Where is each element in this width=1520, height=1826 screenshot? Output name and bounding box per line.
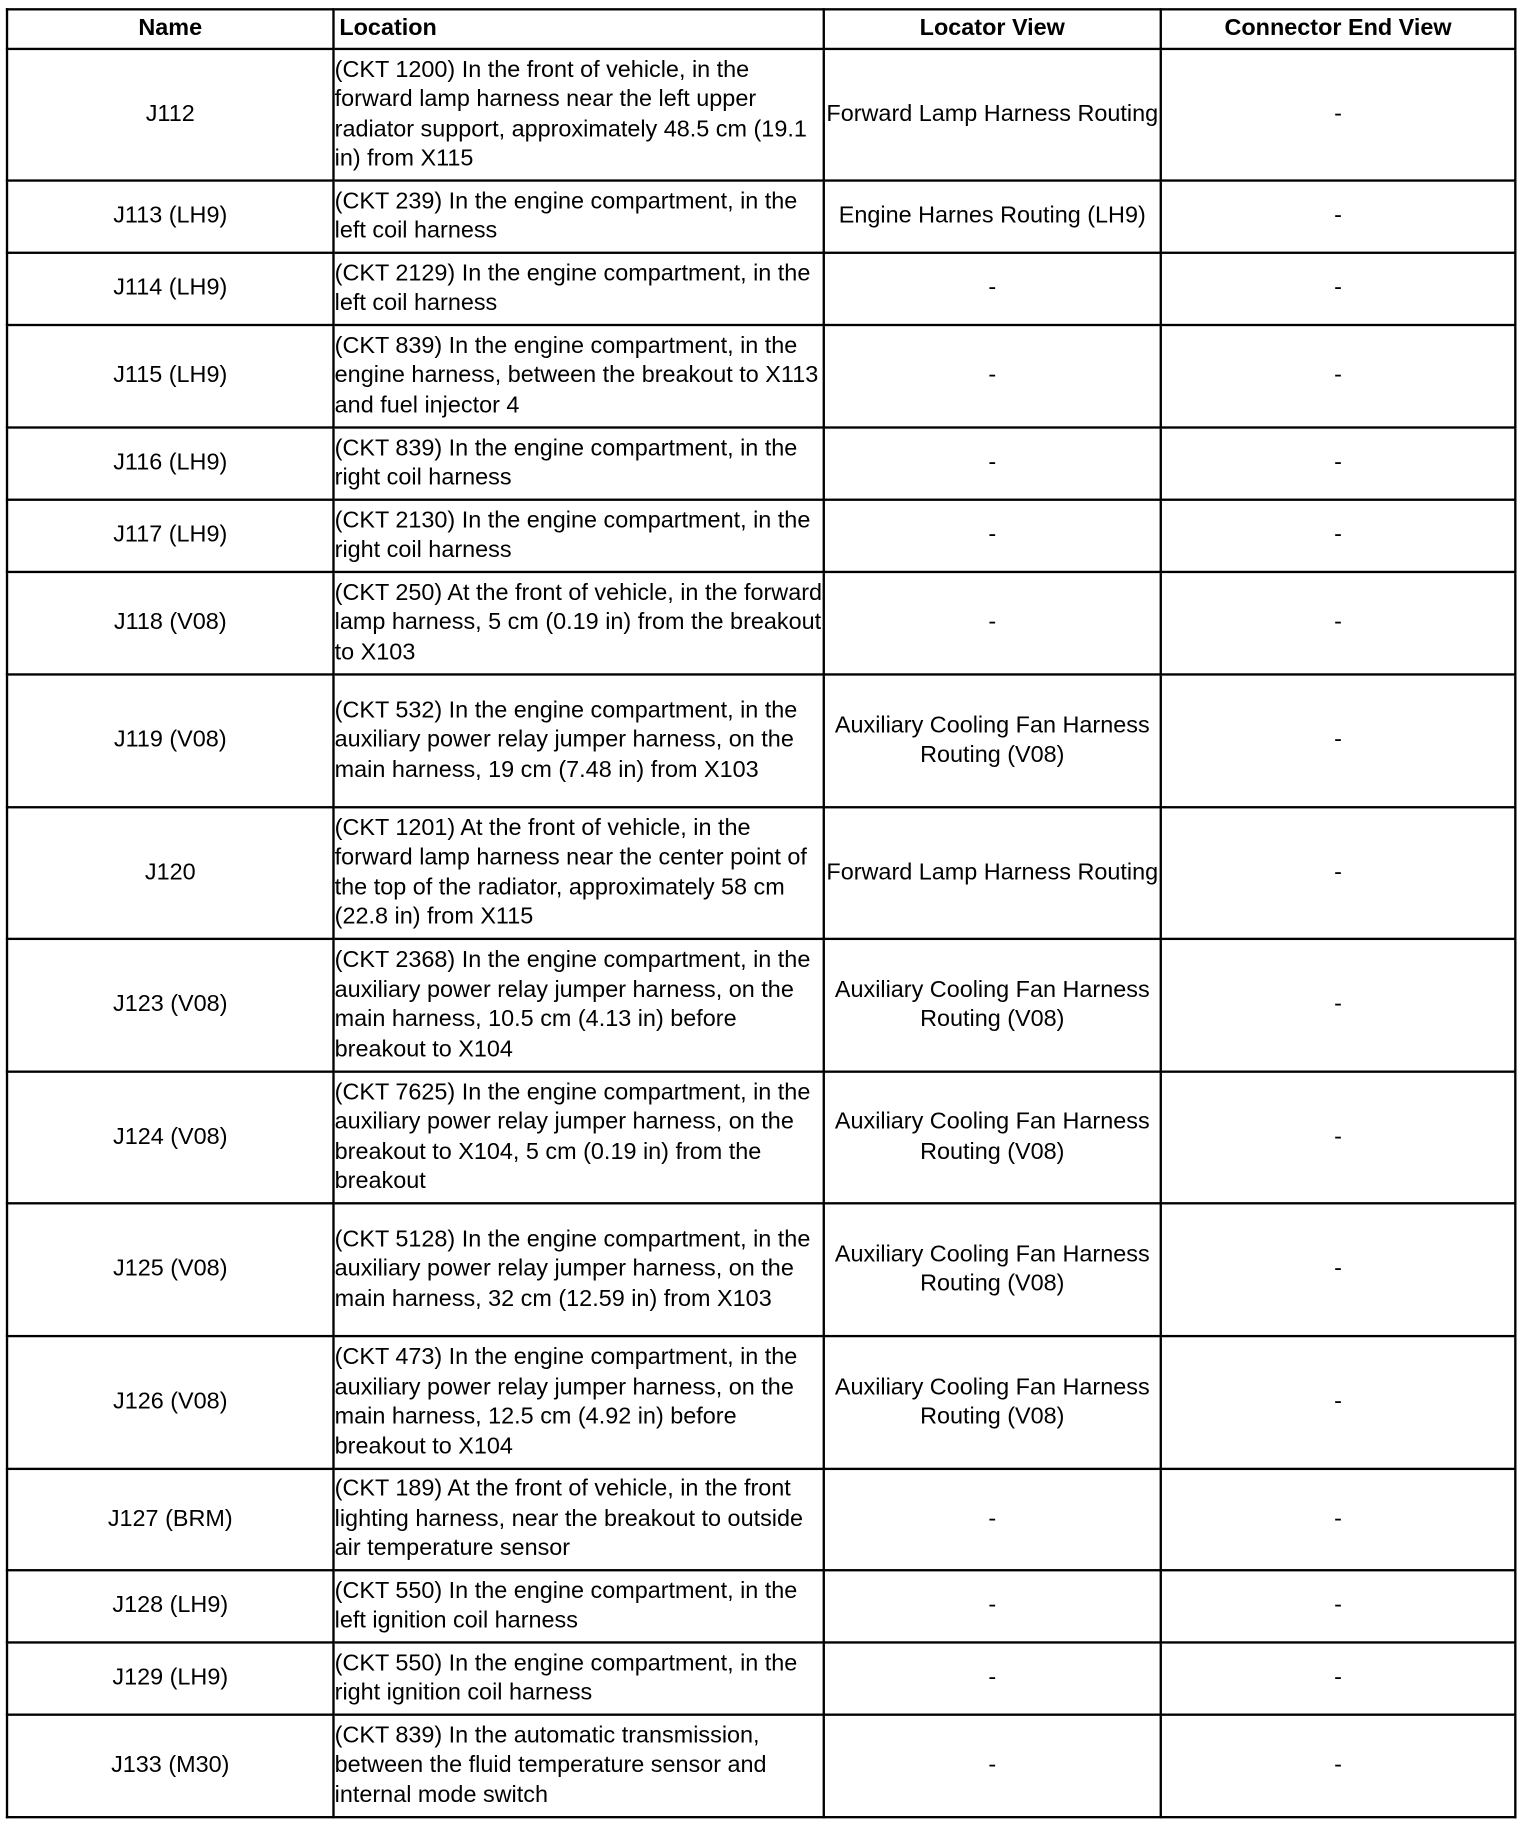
table-row <box>7 428 1515 500</box>
cell-location: (CKT 250) At the front of vehicle, in the forward lamp harness, 5 cm (0.19 in) from the breakout to X103 <box>333 572 823 675</box>
table-row <box>7 1072 1515 1204</box>
cell-name: J113 (LH9) <box>7 181 333 253</box>
table-row <box>7 253 1515 325</box>
cell-location: (CKT 1200) In the front of vehicle, in the forward lamp harness near the left upper radiator support, approximately 48.5 cm (19.1 in) from X115 <box>333 49 823 181</box>
cell-name: J127 (BRM) <box>7 1469 333 1570</box>
cell-name: J129 (LH9) <box>7 1642 333 1714</box>
table-row <box>7 1336 1515 1469</box>
cell-name: J133 (M30) <box>7 1715 333 1818</box>
cell-location: (CKT 839) In the engine compartment, in the engine harness, between the breakout to X113 and fuel injector 4 <box>333 325 823 428</box>
cell-connector-end-view: - <box>1161 428 1516 500</box>
cell-locator-view: Auxiliary Cooling Fan Harness Routing (V08) <box>824 1072 1161 1204</box>
cell-locator-view: Engine Harnes Routing (LH9) <box>824 181 1161 253</box>
table-row <box>7 1203 1515 1336</box>
cell-location: (CKT 839) In the engine compartment, in the right coil harness <box>333 428 823 500</box>
cell-name: J120 <box>7 807 333 939</box>
table-row <box>7 1469 1515 1570</box>
table-row <box>7 939 1515 1072</box>
cell-connector-end-view: - <box>1161 1072 1516 1204</box>
cell-location: (CKT 550) In the engine compartment, in the right ignition coil harness <box>333 1642 823 1714</box>
cell-locator-view: Auxiliary Cooling Fan Harness Routing (V08) <box>824 674 1161 807</box>
cell-connector-end-view: - <box>1161 939 1516 1072</box>
cell-locator-view: Auxiliary Cooling Fan Harness Routing (V08) <box>824 939 1161 1072</box>
cell-locator-view: Forward Lamp Harness Routing <box>824 49 1161 181</box>
table-row <box>7 674 1515 807</box>
cell-name: J126 (V08) <box>7 1336 333 1469</box>
cell-location: (CKT 550) In the engine compartment, in the left ignition coil harness <box>333 1570 823 1642</box>
table-row <box>7 1642 1515 1714</box>
cell-locator-view: - <box>824 325 1161 428</box>
cell-locator-view: Auxiliary Cooling Fan Harness Routing (V08) <box>824 1336 1161 1469</box>
cell-location: (CKT 2129) In the engine compartment, in the left coil harness <box>333 253 823 325</box>
cell-name: J128 (LH9) <box>7 1570 333 1642</box>
cell-name: J124 (V08) <box>7 1072 333 1204</box>
cell-locator-view: - <box>824 500 1161 572</box>
cell-connector-end-view: - <box>1161 181 1516 253</box>
table-header-row <box>7 9 1515 49</box>
table-row <box>7 807 1515 939</box>
table-row <box>7 49 1515 181</box>
cell-connector-end-view: - <box>1161 1570 1516 1642</box>
cell-name: J112 <box>7 49 333 181</box>
cell-connector-end-view: - <box>1161 325 1516 428</box>
cell-locator-view: Forward Lamp Harness Routing <box>824 807 1161 939</box>
cell-name: J115 (LH9) <box>7 325 333 428</box>
cell-connector-end-view: - <box>1161 572 1516 675</box>
cell-connector-end-view: - <box>1161 1469 1516 1570</box>
cell-locator-view: - <box>824 1715 1161 1818</box>
cell-locator-view: - <box>824 1570 1161 1642</box>
cell-location: (CKT 1201) At the front of vehicle, in the forward lamp harness near the center point of the top of the radiator, approximately 58 cm (22.8 in) from X115 <box>333 807 823 939</box>
cell-locator-view: - <box>824 1642 1161 1714</box>
header-locator-view: Locator View <box>824 9 1161 49</box>
cell-connector-end-view: - <box>1161 807 1516 939</box>
cell-locator-view: - <box>824 428 1161 500</box>
table-row <box>7 1715 1515 1818</box>
cell-connector-end-view: - <box>1161 1715 1516 1818</box>
cell-name: J118 (V08) <box>7 572 333 675</box>
cell-name: J119 (V08) <box>7 674 333 807</box>
cell-name: J125 (V08) <box>7 1203 333 1336</box>
cell-connector-end-view: - <box>1161 49 1516 181</box>
cell-locator-view: - <box>824 253 1161 325</box>
cell-name: J123 (V08) <box>7 939 333 1072</box>
table-row <box>7 572 1515 675</box>
cell-location: (CKT 5128) In the engine compartment, in the auxiliary power relay jumper harness, on the main harness, 32 cm (12.59 in) from X103 <box>333 1203 823 1336</box>
splice-location-table <box>6 8 1517 1818</box>
cell-locator-view: - <box>824 572 1161 675</box>
cell-locator-view: - <box>824 1469 1161 1570</box>
table-row <box>7 181 1515 253</box>
header-name: Name <box>7 9 333 49</box>
cell-connector-end-view: - <box>1161 500 1516 572</box>
cell-location: (CKT 839) In the automatic transmission, between the fluid temperature sensor and internal mode switch <box>333 1715 823 1818</box>
cell-name: J116 (LH9) <box>7 428 333 500</box>
cell-location: (CKT 239) In the engine compartment, in the left coil harness <box>333 181 823 253</box>
cell-locator-view: Auxiliary Cooling Fan Harness Routing (V08) <box>824 1203 1161 1336</box>
table-row <box>7 325 1515 428</box>
cell-connector-end-view: - <box>1161 1203 1516 1336</box>
cell-location: (CKT 473) In the engine compartment, in the auxiliary power relay jumper harness, on the main harness, 12.5 cm (4.92 in) before breakout to X104 <box>333 1336 823 1469</box>
table-row <box>7 1570 1515 1642</box>
cell-connector-end-view: - <box>1161 1642 1516 1714</box>
cell-connector-end-view: - <box>1161 253 1516 325</box>
header-connector-end-view: Connector End View <box>1161 9 1516 49</box>
cell-location: (CKT 189) At the front of vehicle, in the front lighting harness, near the breakout to outside air temperature sensor <box>333 1469 823 1570</box>
table-body <box>7 49 1515 1817</box>
cell-connector-end-view: - <box>1161 674 1516 807</box>
table-row <box>7 500 1515 572</box>
cell-name: J114 (LH9) <box>7 253 333 325</box>
cell-name: J117 (LH9) <box>7 500 333 572</box>
cell-connector-end-view: - <box>1161 1336 1516 1469</box>
cell-location: (CKT 7625) In the engine compartment, in the auxiliary power relay jumper harness, on the breakout to X104, 5 cm (0.19 in) from the breakout <box>333 1072 823 1204</box>
cell-location: (CKT 532) In the engine compartment, in the auxiliary power relay jumper harness, on the main harness, 19 cm (7.48 in) from X103 <box>333 674 823 807</box>
header-location: Location <box>333 9 823 49</box>
cell-location: (CKT 2368) In the engine compartment, in the auxiliary power relay jumper harness, on the main harness, 10.5 cm (4.13 in) before breakout to X104 <box>333 939 823 1072</box>
cell-location: (CKT 2130) In the engine compartment, in the right coil harness <box>333 500 823 572</box>
